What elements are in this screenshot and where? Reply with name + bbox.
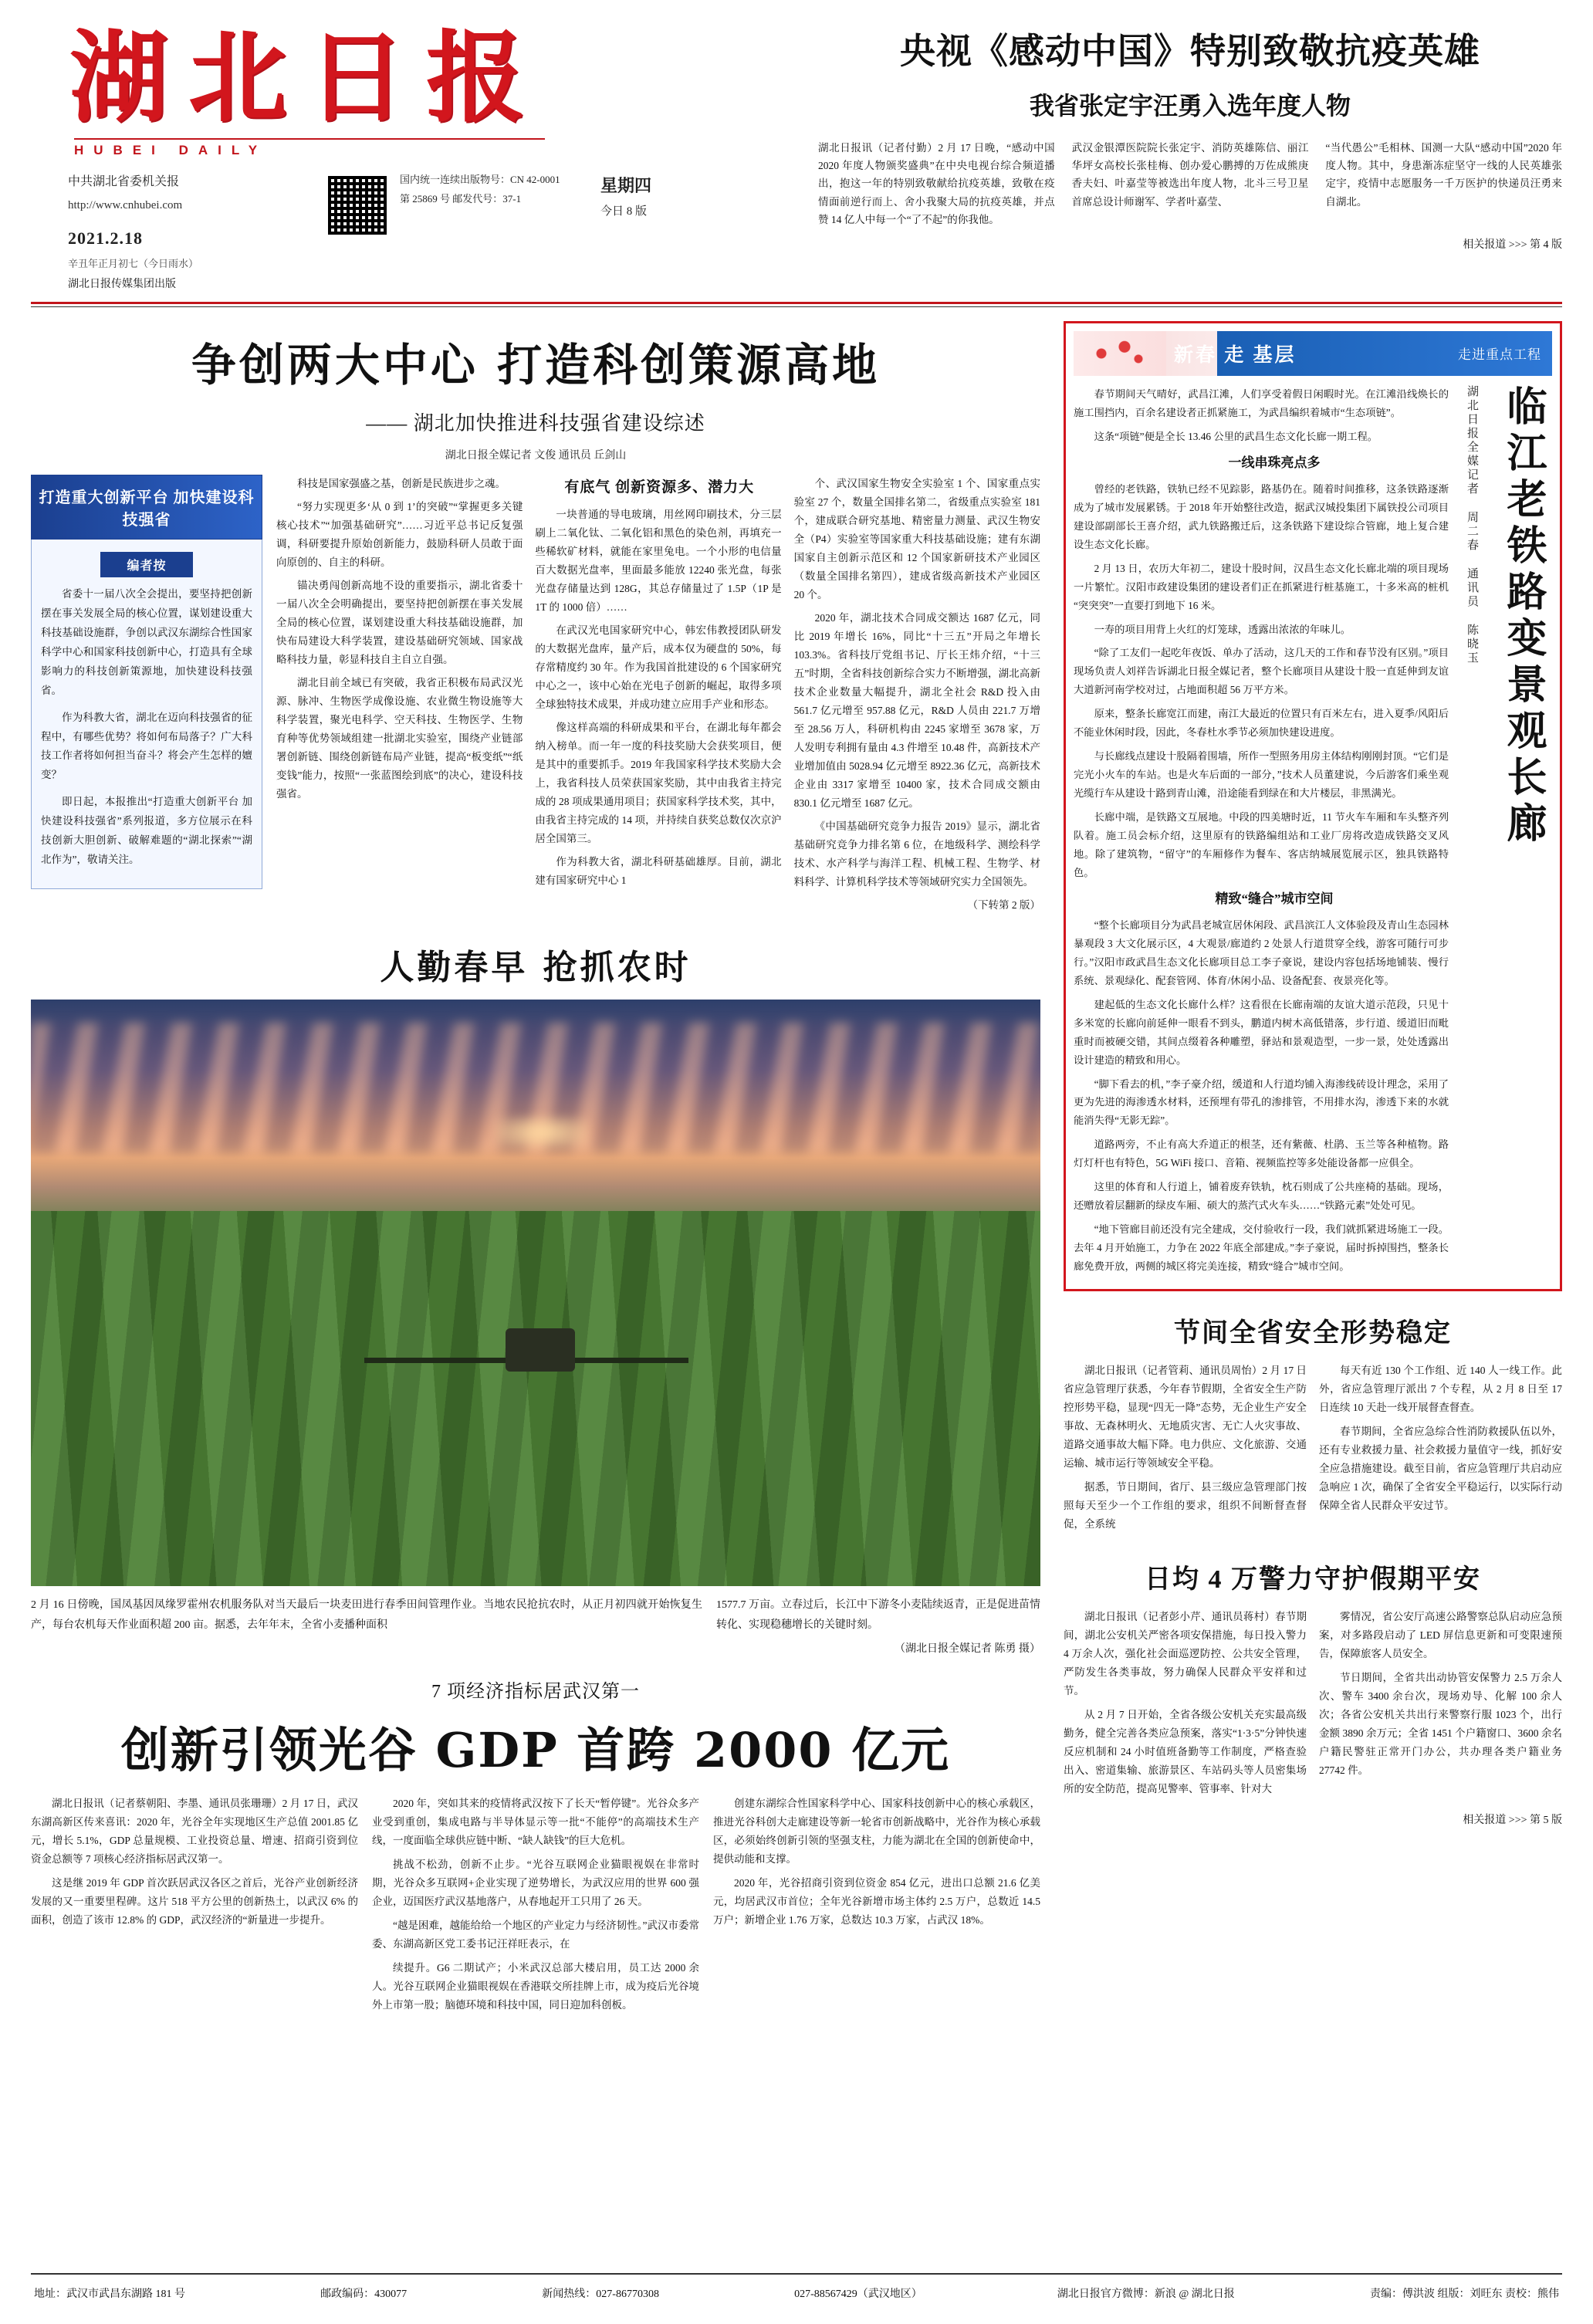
photo-sun (495, 1117, 588, 1148)
feature-s1-p7: 长廊中端，是铁路文互展地。中段的四美塘时近，11 节火车车厢和车头整齐列队着。施工员会标介绍，这里原有的铁路编组站和工业厂房将改造成铁路交叉风地。除了建筑物，“留守”的车厢修作为餐车、客店纳城展览展示区，独具铁路特色。 (1074, 810, 1449, 878)
photo-headline: 人勤春早 抢抓农时 (380, 948, 692, 988)
masthead-weekday: 星期四 (600, 176, 652, 196)
lead-c1-p2: “努力实现更多‘从 0 到 1’的突破”“掌握更多关键核心技术”“加强基础研究”……习近平总书记反复强调，科研要提升原始创新能力，鼓励科研人员敢于面向原创的、自主的科研。 (276, 500, 523, 568)
police-c1-p2: 从 2 月 7 日开始，全省各级公安机关充实最高级勤务，健全完善各类应急预案，落实“1·3·5”分钟快速反应机制和 24 小时值班备勤等工作制度，严格查验出入、密道集输、旅游景区、车站码头等人员密集场所的安全防范，提高见警率、管事率、针对大 (1064, 1708, 1307, 1795)
feature-banner-subtitle: 走进重点工程 (1458, 347, 1541, 363)
left-column-zone (31, 321, 1057, 2020)
footer-zip: 邮政编码：430077 (320, 2288, 408, 2300)
footer-bar (0, 2275, 1593, 2301)
lead-text-columns (276, 475, 1040, 919)
lead-c1-p1: 科技是国家强盛之基，创新是民族进步之魂。 (297, 477, 506, 489)
lead-body (31, 475, 1040, 919)
masthead-meta (68, 171, 810, 273)
feature-red-box (1064, 321, 1562, 1291)
masthead-org: 中共湖北省委机关报 (68, 175, 180, 189)
gdp-col-3 (713, 1795, 1040, 2020)
feature-headline: 临江老铁路变景观长廊 (1500, 384, 1547, 848)
gdp-c3-p1: 创建东湖综合性国家科学中心、国家科技创新中心的核心承载区，推进光谷科创大走廊建设等新一轮省市创新战略中，光谷作为核心承载区，必须始终创新引领的坚强支柱，力能为湖北在全国的创新使命中，提供动能和支撑。 (713, 1797, 1040, 1865)
feature-banner (1074, 331, 1552, 376)
feature-s2-p3: “脚下看去的机，”李子豪介绍，缓道和人行道均铺入海渗线砖设计理念，采用了更为先进的海渗透水材料，还预埋有带孔的渗排管，不用排水沟，渗透下来的水就能消失得“无影无踪”。 (1074, 1077, 1449, 1127)
feature-s2-p1: “整个长廊项目分为武昌老城宣居休闲段、武昌滨江人文体验段及青山生态园林暴观段 3 大文化展示区，4 大观景/廊道约 2 处景人行道贯穿全线，游客可随行可步行。”汉阳市政武昌生态文化长廊项目总工李子豪说，建设内容包括场地铺装、慢行系统、景观绿化、配套管网、体育/休闲小品、设备配套、夜景亮化等。 (1074, 919, 1449, 986)
masthead-left (31, 20, 810, 291)
gdp-c1-p1: 湖北日报讯（记者蔡朝阳、李墨、通讯员张珊珊）2 月 17 日，武汉东湖高新区传来喜讯：2020 年，光谷全年实现地区生产总值 2001.85 亿元，增长 5.1%，GDP 总量规模、工业投资总量、增速、招商引资到位资金总额等 7 项核心经济指标居武汉第一。 (31, 1797, 358, 1865)
masthead-divider-thin (31, 306, 1562, 307)
top-story-reference[interactable]: 相关报道 >>> 第 4 版 (1463, 239, 1562, 252)
police-c1-p1: 湖北日报讯（记者彭小芹、通讯员蒋村）春节期间，湖北公安机关严密各项安保措施，每日投入警力 4 万余人次，强化社会面巡逻防控、公共安全管理，严防发生各类事故，努力确保人民群众平安祥和过节。 (1064, 1610, 1307, 1696)
lead-col-2 (535, 475, 781, 919)
lead-c2-p2: 在武汉光电国家研究中心，韩宏伟教授团队研发的大数据光盘库，量产后，成本仅为硬盘的 50%，每存常精度约 30 年。作为我国首批建设的 6 个国家研究中心之一，该中心始在光电子创新的崛起，取得多项全球独特技术成果，并成功建立应用手产业和形态。 (535, 624, 782, 710)
safety-c1-p2: 据悉，节日期间，省厅、县三级应急管理部门按照每天至少一个工作组的要求，组织不间断督查督促，全系统 (1064, 1480, 1307, 1530)
safety-col-2 (1319, 1362, 1562, 1539)
masthead-date: 2021.2.18 (68, 228, 143, 249)
top-story-title: 央视《感动中国》特别致敬抗疫英雄 (900, 30, 1480, 72)
editor-note-header: 打造重大创新平台 加快建设科技强省 (31, 475, 262, 540)
feature-s1-p4: “除了工友们一起吃年夜饭、单办了活动，这几天的工作和春节没有区别。”项目现场负责人刘祥告诉湖北日报全媒记者，整个长廊项目从建设十股一直延伸到友谊大道新河南学校对过，占地面积超 56 万平方米。 (1074, 647, 1449, 696)
masthead (31, 0, 1562, 291)
masthead-serial (400, 171, 593, 273)
feature-s2-p4: 道路两旁，不止有高大乔道正的根茎，还有紫薇、杜鹃、玉兰等各种植物。路灯灯杆也有特色，5G WiFi 接口、音箱、视频监控等多处能设备都一应俱全。 (1074, 1138, 1449, 1169)
gdp-c2-p1: 2020 年，突如其来的疫情将武汉按下了长天“暂停键”。光谷众多产业受到重创，集成电路与半导体显示等一批“不能停”的高端技术生产线，一度面临全球供应链中断、“缺人缺钱”的巨大危机。 (372, 1797, 699, 1846)
editor-note-p2: 作为科教大省，湖北在迈向科技强省的征程中，有哪些优势？将如何布局落子？广大科技工作者将如何担当奋斗？将会产生怎样的嬗变？ (41, 711, 252, 781)
feature-text (1074, 385, 1449, 1281)
masthead-weekday-block (600, 171, 651, 273)
editor-note-tag: 编者按 (100, 552, 193, 577)
gdp-columns (31, 1795, 1040, 2020)
gdp-col-1 (31, 1795, 358, 2020)
feature-s1-p2: 2 月 13 日，农历大年初二，建设十股时间，汉昌生态文化长廊北端的项目现场一片繁忙。汉阳市政建设集团的建设者们正在抓紧进行桩基施工，十多米高的桩机“突突突”一直要打到地下 16 米。 (1074, 562, 1449, 611)
photo-caption-part1: 2 月 16 日傍晚，国凤基因凤缘罗霍州农机服务队对当天最后一块麦田进行春季田间管理作业。当地农民抢抗农时，从正月初四就开始恢复生产，每台农机每天作业面积超 200 亩。据悉，去年年末，全省小麦播种面积 (31, 1599, 702, 1631)
police-col-2 (1319, 1608, 1562, 1804)
editor-note-box (31, 475, 262, 919)
police-c2-p1: 雾情况，省公安厅高速公路警察总队启动应急预案，对多路段启动了 LED 屏信息更新和可变限速预告，保障旅客人员安全。 (1319, 1610, 1562, 1659)
photo-caption (31, 1595, 1040, 1636)
feature-byline: 湖北日报全媒记者 周二春 通讯员 陈晓玉 (1466, 384, 1478, 665)
lead-c3-p2: 2020 年，湖北技术合同成交额达 1687 亿元，同比 2019 年增长 16%，同比“十三五”开局之年增长 103.3%。省科技厅党组书记、厅长王炜介绍，“十三五”时期，全省科技创新综合实力不断增强，湖北高新技术企业数量大幅提升，湖北全社会 R&D 投入由 561.7 亿元增至 957.88 亿元，R&D 人员由 221.7 万增至 28.56 万人，科研机构由 2245 家增至 3678 家，万人发明专利拥有量由 4.3 件增至 10.48 件，高新技术产业增加值由 5028.94 亿元增至 8922.36 亿元，高新技术企业由 3317 家增至 10400 家，技术合同成交额由 830.1 亿元增至 1687 亿元。 (793, 611, 1040, 809)
safety-c2-p1: 每天有近 130 个工作组、近 140 人一线工作。此外，省应急管理厅派出 7 个专程，从 2 月 8 日至 17 日连续 10 天赴一线开展督查督查。 (1319, 1364, 1562, 1413)
lead-subheadline: —— 湖北加快推进科技强省建设综述 (366, 411, 705, 435)
top-story-col-1: 湖北日报讯（记者付勤）2 月 17 日晚，“感动中国 2020 年度人物颁奖盛典”在中央电视台综合频道播出，抱这一年的特别致敬献给抗疫英雄，致敬在疫情面前逆行而上、舍小我聚大局的抗疫英雄，并点赞 14 亿人中每一个“了不起”的你我他。 (818, 142, 1055, 225)
lead-col-1 (276, 475, 523, 919)
safety-columns (1064, 1362, 1562, 1539)
masthead-publisher: 湖北日报传媒集团出版 (68, 278, 176, 290)
safety-c1-p1: 湖北日报讯（记者管莉、通讯员周怡）2 月 17 日省应急管理厅获悉，今年春节假期，全省安全生产防控形势平稳，显现“四无一降”态势，无企业生产安全事故、无森林明火、无地质灾害、无亡人火灾事故、道路交通事故大幅下降。电力供应、文化旅游、交通运输、城市运行等领域安全平稳。 (1064, 1364, 1307, 1469)
qr-code-icon[interactable] (326, 174, 389, 237)
police-columns (1064, 1608, 1562, 1804)
lead-col-3 (794, 475, 1040, 919)
gdp-headline: 创新引领光谷 GDP 首跨 2000 亿元 (120, 1721, 951, 1778)
gdp-col-2 (372, 1795, 699, 2020)
safety-c2-p2: 春节期间，全省应急综合性消防救援队伍以外，还有专业救援力量、社会救援力量值守一线，抓好安全应急措施建设。截至目前，省应急管理厅共启动应急响应 1 次，确保了全省安全平稳运行，以实际行动保障全省人民群众平安过节。 (1319, 1425, 1562, 1511)
editor-note-body (31, 540, 262, 890)
lead-headline: 争创两大中心 打造科创策源高地 (191, 338, 881, 391)
feature-lead-p2: 这条“项链”便是全长 13.46 公里的武昌生态文化长廊一期工程。 (1094, 430, 1378, 442)
masthead-divider-red (31, 302, 1562, 304)
top-story (810, 23, 1562, 252)
lead-byline: 湖北日报全媒记者 文俊 通讯员 丘剑山 (445, 449, 627, 462)
photo-figure (31, 1000, 1040, 1586)
lead-c2-p4: 作为科教大省，湖北科研基础雄厚。目前，湖北建有国家研究中心 1 (535, 855, 782, 886)
gdp-c2-p3: “越是困难，越能给给一个地区的产业定力与经济韧性。”武汉市委常委、东湖高新区党工委书记汪祥旺表示，在 (372, 1919, 699, 1950)
lead-c2-p1: 一块普通的导电玻璃，用丝网印刷技术，分三层刷上二氧化钛、二氧化铝和黑色的染色剂，再填充一些稀软矿材料，就能在家里兔电。一个小形的电信量百大数据光盘率，里面最多能放 12240 张光盘，每张光盘存储量达到 128G，其总存储量过了 1.5P（1P 是 1T 的 1000 倍）…… (535, 508, 782, 613)
photo-credit: （湖北日报全媒记者 陈勇 摄） (895, 1642, 1040, 1655)
top-story-columns (818, 139, 1562, 228)
masthead-publisher-block (68, 171, 323, 273)
police-headline: 日均 4 万警力守护假期平安 (1145, 1565, 1481, 1594)
gdp-c1-p2: 这是继 2019 年 GDP 首次跃居武汉各区之首后，光谷产业创新经济发展的又一重要里程碑。这片 518 平方公里的创新热土，以武汉 6% 的面积，创造了该市 12.8% 的 GDP，武汉经济的“新量进一步提升。 (31, 1876, 358, 1926)
police-c2-p2: 节日期间，全省共出动协管安保警力 2.5 万余人次、警车 3400 余台次，现场劝导、化解 100 余人次；各省公安机关共出行来警察行服 1023 个，出行金额 3890 余万元；全省 1451 个户籍窗口、3600 余名户籍民警驻正常开门办公，共办理各类户籍业务 27742 件。 (1319, 1671, 1562, 1776)
feature-s2-p5: 这里的体育和人行道上，铺着废弃铁轨，枕石则成了公共座椅的基础。现场，还赠放着层翻新的绿皮车厢、硕大的蒸汽式火车头……“铁路元素”处处可见。 (1074, 1181, 1449, 1212)
footer-hotline: 新闻热线：027-86770308 (542, 2288, 659, 2300)
gdp-kicker: 7 项经济指标居武汉第一 (431, 1681, 640, 1702)
feature-section-2-heading: 精致“缝合”城市空间 (1215, 891, 1334, 906)
lead-c2-p3: 像这样高端的科研成果和平台，在湖北每年都会纳入榜单。而一年一度的科技奖励大会获奖项目，便是其中的重要抓手。2019 年我国家科学技术奖励大会上，我省科技人员荣获国家奖励，其中由我省主持完成的 28 项成果通用项目；获国家科学技术奖，其中，由我省主持完成的 14 项，并持续自获奖总数仅次京沪居全国第三。 (535, 721, 782, 844)
feature-s2-p2: 建起低的生态文化长廊什么样？这看很在长廊南端的友谊大道示范段，只见十多米宽的长廊向前延伸一眼看不到头，鹏道内树木高低错落，步行道、缓道旧而毗重时而被硬交错，其间点缀着各种雕塑，驿站和景观造型，一步一景，处处透露出设计建造的精致和用心。 (1074, 998, 1449, 1066)
photo-tractor (506, 1328, 575, 1372)
lead-section-heading: 有底气 创新资源多、潜力大 (564, 479, 755, 496)
safety-col-1 (1064, 1362, 1307, 1539)
footer-address: 地址：武汉市武昌东湖路 181 号 (34, 2288, 185, 2300)
feature-section-1-heading: 一线串珠亮点多 (1228, 455, 1321, 470)
main-content (31, 321, 1562, 2020)
newspaper-logo-english: HUBEI DAILY (74, 143, 268, 158)
masthead-serial-line1: 国内统一连续出版物号：CN 42-0001 (400, 174, 560, 186)
feature-s1-p3: 一寿的项目用背上火红的灯笼球，透露出浓浓的年味儿。 (1094, 623, 1351, 635)
gdp-c2-p2: 挑战不松劲，创新不止步。“光谷互联网企业猫眼视娱在非常时期，光谷众多互联网+企业实现了逆势增长，为武汉应用的世界 600 强企业，迈国医疗武汉基地落户，从春地起开工只用了 26 天。 (372, 1858, 699, 1907)
feature-s2-p6: “地下管廊目前还没有完全建成，交付验收行一段，我们就抓紧进场施工一段。去年 4 月开始施工，力争在 2022 年底全部建成。”李子豪说，届时拆掉围挡，整条长廊免费开放，两侧的城区将完美连接，精致“缝合”城市空间。 (1074, 1223, 1449, 1272)
lead-c3-p3: 《中国基础研究竞争力报告 2019》显示，湖北省基础研究竞争力排名第 6 位，在地级科学、测绘科学技术、水产科学与海洋工程、机械工程、生物学、材料科学、计算机科学技术等领域研究实力全国领先。 (793, 820, 1040, 888)
feature-s1-p1: 曾经的老铁路，铁轨已经不见踪影，路基仍在。随着时间推移，这条铁路逐渐成为了城市发展累锈。于 2018 年开始整往改造，据武汉城投集团下属铁投公司项目建设部副部长王喜介绍，武九铁路搬迁后，这条铁路下建设综合管廊，地上复合建设生态文化长廊。 (1074, 483, 1449, 550)
feature-s1-p6: 与长廊线点建设十股隔着围墙，所作一型照务用房主体结构刚刚封顶。“它们是完光小火车的车站。也是火车后面的一部分，”技术人员董建说，今后游客们乘坐观光缆行车从建设十路到青山滩，沿途能看到绿在和大片楼层，非黑满光。 (1074, 750, 1449, 799)
photo-tracks (31, 1211, 1040, 1586)
gdp-c2-p4: 续提升。G6 二期试产；小米武汉总部大楼启用，员工达 2000 余人。光谷互联网企业猫眼视娱在香港联交所挂牌上市，成为疫后光谷境外上市第一股；脑德环境和科技中国，同日迎加科创板。 (372, 1962, 699, 2011)
photo-caption-part2: 1577.7 万亩。立春过后，长江中下游冬小麦陆续返青，正是促进苗情转化、实现稳穗增长的关键时刻。 (716, 1599, 1040, 1631)
masthead-website: http://www.cnhubei.com (68, 198, 183, 211)
page-footer (0, 2273, 1593, 2324)
footer-editors: 责编：傅洪波 组版：刘旺东 责校：熊伟 (1369, 2288, 1559, 2300)
masthead-pagecount: 今日 8 版 (600, 205, 648, 218)
safety-headline: 节间全省安全形势稳定 (1174, 1318, 1452, 1348)
masthead-lunar-date: 辛丑年正月初七（今日雨水） (68, 258, 199, 270)
police-col-1 (1064, 1608, 1307, 1804)
footer-ads: 027-88567429（武汉地区） (794, 2288, 922, 2300)
police-reference[interactable]: 相关报道 >>> 第 5 版 (1463, 1815, 1562, 1827)
top-story-col-2: 武汉金银潭医院院长张定宇、消防英雄陈信、丽江华坪女高校长张桂梅、创办爱心鹏搏的万佐成熊庚香夫妇、叶嘉莹等被选出年度人物，北斗三号卫星首席总设计师谢军、学者叶嘉莹、 (1071, 142, 1309, 208)
masthead-serial-line2: 第 25869 号 邮发代号：37-1 (400, 193, 522, 205)
lead-c3-p1: 个、武汉国家生物安全实验室 1 个、国家重点实验室 27 个，数量全国排名第二，省级重点实验室 181 个，建成联合研究基地、精密量力测量、武汉生物安全（P4）实验室等国家重大科技基础设施；建有东湖国家自主创新示范区和 12 个国家新研技术产业园区（数量全国排名第四），建成省级高新技术产业园区 20 个。 (793, 477, 1040, 600)
field-photo-image (31, 1000, 1040, 1586)
top-story-subtitle: 我省张定宇汪勇入选年度人物 (1029, 92, 1351, 120)
plum-blossom-icon (1074, 331, 1166, 376)
feature-content (1074, 385, 1552, 1281)
lead-c1-p3: 锚决勇闯创新高地不设的重要指示，湖北省委十一届八次全会明确提出，要坚持把创新摆在事关发展全局的核心位置，谋划建设重大科技基础设施群，加快布局建设大科学装置，建设基础研究领域、国家战略科技力量，彰显科技自主自立自强。 (276, 579, 523, 665)
feature-banner-title: 新春 走 基层 (1174, 344, 1297, 366)
newspaper-logo: 湖北日报 (69, 20, 546, 136)
feature-lead-p1: 春节期间天气晴好，武昌江滩，人们享受着假日闲暇时光。在江滩沿线焕长的施工围挡内，百余名建设者正抓紧施工，为武昌编织着城市“生态项链”。 (1074, 387, 1449, 418)
lead-continuation[interactable]: （下转第 2 版） (967, 899, 1040, 912)
footer-weibo: 湖北日报官方微博：新浪 @ 湖北日报 (1057, 2288, 1235, 2300)
gdp-c3-p2: 2020 年，光谷招商引资到位资金 854 亿元，进出口总额 21.6 亿美元，均居武汉市首位；全年光谷新增市场主体约 2.5 万户，总数近 14.5 万户；新增企业 1.76 万家，总数达 10.3 万家，占武汉 18%。 (713, 1876, 1040, 1926)
lead-c1-p4: 湖北目前全域已有突破，我省正积极布局武汉光源、脉冲、生物医学成像设施、农业微生物设施等大科学装置，聚光电科学、空天科技、生物医学、生物育种等优势领域组建一批湖北实验室，围绕产业链部署创新链、围绕创新链布局产业链，提高“板变纸”“纸变钱”能力，按照“一张蓝图绘到底”的决心，建设科技强省。 (276, 676, 523, 800)
right-column-zone (1057, 321, 1562, 2020)
editor-note-p1: 省委十一届八次全会提出，要坚持把创新摆在事关发展全局的核心位置，谋划建设重大科技基础设施群，争创以武汉东湖综合性国家科学中心和国家科技创新中心，打造具有全球影响力的科技创新策源地，加快建设科技强省。 (41, 587, 252, 696)
top-story-col-3: “当代愚公”毛相林、国测一大队“感动中国”2020 年度人物。其中，身患渐冻症坚守一线的人民英雄张定宇，疫情中志愿服务一千万医护的快递员汪勇来自湖北。 (1325, 142, 1563, 208)
editor-note-p3: 即日起，本报推出“打造重大创新平台 加快建设科技强省”系列报道，多方位展示在科技创新大胆创新、破解难题的“湖北探索”“湖北作为”，敬请关注。 (41, 796, 252, 866)
logo-divider (74, 138, 545, 140)
feature-s1-p5: 原来，整条长廊宽江而建，南江大最近的位置只有百米左右，进入夏季/风阳后不能业休闲时段，因此，冬春杜水季节必须加快建设进度。 (1074, 708, 1449, 739)
